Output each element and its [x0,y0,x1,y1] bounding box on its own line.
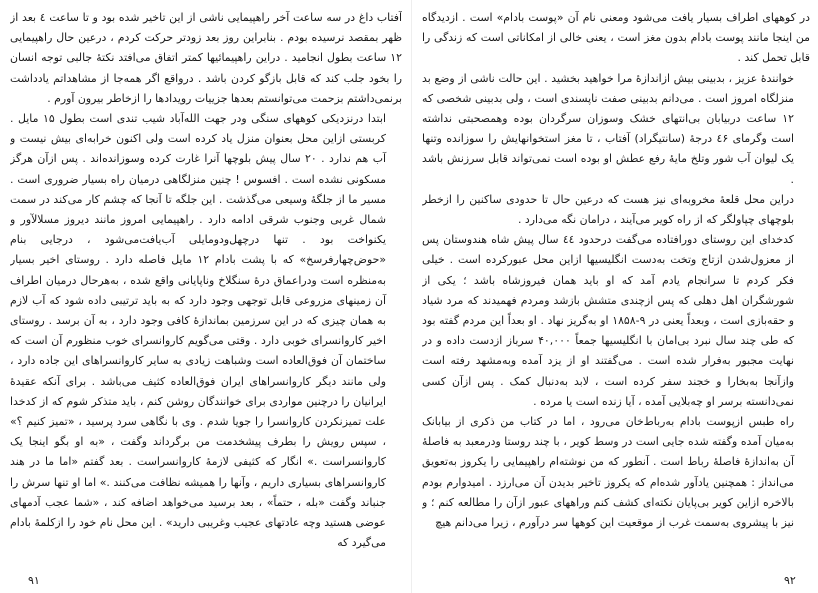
right-page [422,8,810,586]
paragraph-r5: راه طبس ازپوست بادام به‌رباط‌خان می‌رود ، اما در کتاب من ذکری از بیابانک به‌میان آمده وگفته شده جایی است در وسط کویر ، با چند روستا ودرمعبد به فاصلهٔ آن به‌اندازهٔ فاصلهٔ رباط است . آنطور که من نوشته‌ام راهپیمایی را یکروز به‌تعویق می‌انداز : همچنین یادآور شده‌ام که یکروز تاخیر بدیدن آن می‌ارزد . امیدوارم بودم بالاخره ازاین کویر بی‌پایان نکته‌ای کشف کنم وراههای عبور ازآن را مطالعه کنم ؛ و نیز با پیشروی به‌سمت غرب از موقعیت این کوهها سر درآورم ، زیرا می‌دانم هیچ [422,415,794,530]
paragraph-l1: آفتاب داغ در سه ساعت آخر راهپیمایی ناشی از این تاخیر شده بود و تا ساعت ٤ بعد از ظهر بمقصد نرسیده بودم . بنابراین روز بعد زودتر حرکت کردم ، درعین حال راهپیمایی ۱۲ ساعت بطول انجامید . دراین راهپیمائیها کمتر اتفاق می‌افتد نکتهٔ جالبی توجه انسان را بخود جلب کند که قابل بازگو کردن باشد . درواقع اگر همه‌جا از مشاهداتم یادداشت برنمی‌داشتم بزحمت می‌توانستم بعدها جزییات رویدادها را ازخاطر بیرون آورم . [10,11,402,105]
page-gutter [411,0,412,593]
paragraph-r3: دراین محل قلعهٔ مخروبه‌ای نیز هست که درعین حال تا حدودی ساکنین را ازخطر بلوچهای چپاولگر که از راه کویر می‌آیند ، درامان نگه می‌دارد . [422,192,794,227]
page-number-left: ۹۱ [28,574,40,587]
left-page [10,8,402,586]
paragraph-r2: خوانندهٔ عزیز ، بدبینی بیش ازاندازهٔ مرا خواهید بخشید . این حالت ناشی از وضع بد منزلگاه امروز است . می‌دانم بدبینی صفت ناپسندی است ، ولی بدبینی شخصی که ۱۲ ساعت دربیابان بی‌انتهای خشک وسوزان سرگردان بوده وهمصحبتی نداشته است وگرمای ٤۶ درجهٔ (سانتیگراد) آفتاب ، تا مغز استخوانهایش را سوزانده وتنها یک لیوان آب شور وتلخ مایهٔ رفع عطش او بوده است نمی‌تواند قابل سرزنش باشد . [422,71,794,186]
paragraph-l2: ابتدا درنزدیکی کوههای سنگی ودر جهت الله‌آباد شیب تندی است بطول ۱۵ مایل . کربستی ازاین محل بعنوان منزل یاد کرده است ولی اکنون خرابه‌ای بیش نیست و آب هم ندارد . ۲۰ سال پیش بلوچها آنرا غارت کرده وسوزانده‌اند . پس ازآن هرگز مسکونی نشده است . افسوس ! چنین منزلگاهی درمیان راه بسیار ضروری است . مسیر ما از جلگهٔ وسیعی می‌گذشت . این جلگه تا آنجا که چشم کار می‌کند در سمت شمال غربی وجنوب شرقی ادامه دارد . راهپیمایی امروز مانند دیروز مسلالآور و یکنواخت بود . تنها درچهل‌ودومایلی آب‌یافت‌می‌شود ، درجایی بنام «حوض‌چهارفرسخ» که با پشت بادام ۱۲ مایل فاصله دارد . روستای اخیر بسیار به‌منظره است ودراعماق درهٔ سنگلاخ وناپایانی واقع شده ، به‌هرحال درمیان اطراف آن زمینهای مزروعی قابل توجهی وجود دارد که به باید ترتیبی داده شود که آب لازم به همان چیزی که در این سرزمین بماندازهٔ کافی وجود دارد ، به آن برسد . روستای اخیر کاروانسرای خوبی دارد . وقتی می‌گویم کاروانسرای خوب منظورم آن است که ساختمان آن فوق‌العاده است وشباهت زیادی به سایر کاروانسراهای این جاده دارد ، ولی مانند دیگر کاروانسراهای ایران فوق‌العاده کثیف می‌باشد . برای آنکه عقیدهٔ ایرانیان را درچنین مواردی برای خوانندگان روشن کنم ، باید متذکر شوم که از کدخدا علت تمیزنکردن کاروانسرا را جویا شدم . وی با نگاهی سرد پرسید ، «تمیز کنیم ؟» ، سپس رویش را بطرف پیشخدمت من برگرداند وگفت ، «به او بگو اینجا یک کاروانسراست .» انگار که کثیفی لازمهٔ کاروانسراست . بعد گفتم «اما ما در هند کاروانسراهای بسیاری داریم ، وآنها را همیشه نظافت می‌کنند .» اما او تنها سرش را جنباند وگفت «بله ، حتماً» ، بعد برسید می‌خواهد اضافه کند ، «شما عجب آدمهای عوضی هستید وچه عادتهای عجیب وغریبی دارید» . این محل نام خود را ازکلمهٔ بادام می‌گیرد که [10,112,386,550]
paragraph-r4: کدخدای این روستای دورافتاده می‌گفت درحدود ٤٤ سال پیش شاه هندوستان پس از معزول‌شدن ازتاج وتخت به‌دست انگلیسیها ازاین محل عبورکرده است . خیلی فکر کردم تا سرانجام یادم آمد که او باید همان فیروزشاه باشد ؛ یکی از شورشگران اهل دهلی که پس ازچندی متشش بازشد ومردم فهمیدند که مرد شیاد و حقه‌بازی است ، وبعداً یعنی در ۹-۱۸۵۸ او به‌گریز نهاد . او بعداً این مردم گفته بود که طی چند سال نبرد بی‌امان با انگلیسیها جمعاً ۴۰,۰۰۰ سرباز ازدست داده و در نهایت مجبور به‌فرار شده است . می‌گفتند او از یزد آمده وبه‌مشهد رفته است وازآنجا به‌بخارا و خجند سفر کرده است ، لابد به‌دنبال کمک . پس ازآن کسی نمی‌دانسته برسر او چه‌بلایی آمده ، آیا زنده است یا مرده . [422,233,795,408]
page-number-right: ۹۲ [784,574,796,587]
paragraph-r1: در کوههای اطراف بسیار یافت می‌شود ومعنی نام آن «پوست بادام» است . ازدیدگاه من اینجا مانند پوست بادام بدون مغز است ، یعنی خالی از امکاناتی است که زندگی را قابل تحمل کند . [422,11,810,65]
